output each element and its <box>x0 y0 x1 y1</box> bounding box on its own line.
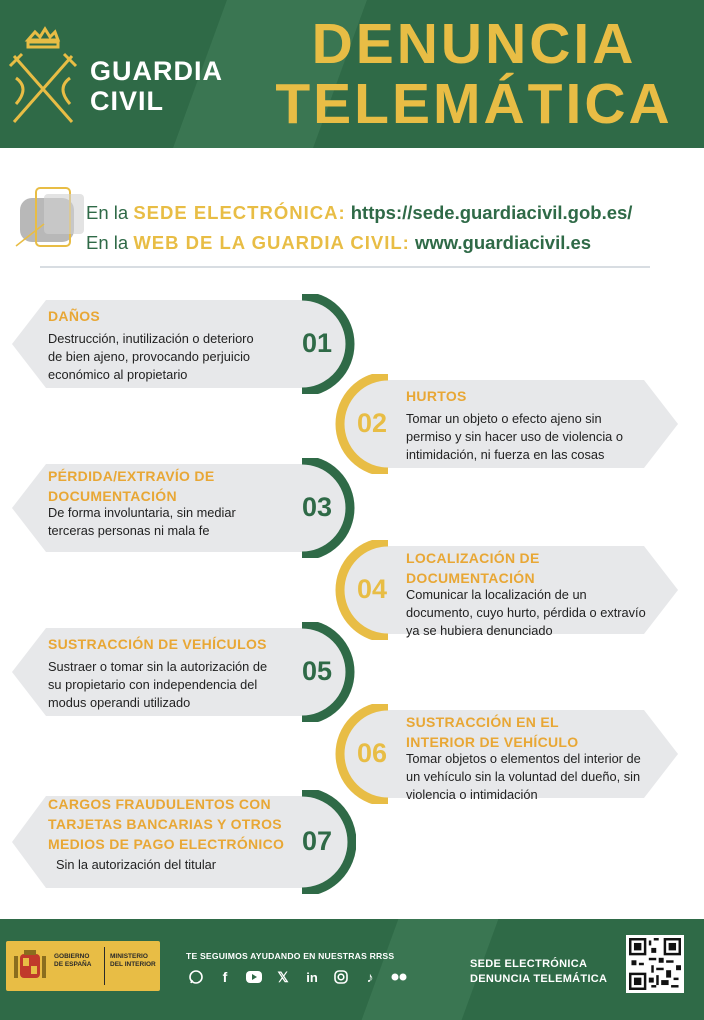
divider <box>40 266 650 268</box>
card-number: 01 <box>301 328 333 358</box>
card-title-line: MEDIOS DE PAGO ELECTRÓNICO <box>48 836 285 852</box>
category-card <box>10 458 356 558</box>
card-description-line: De forma involuntaria, sin mediar <box>48 505 236 520</box>
coat-of-arms-icon <box>10 946 50 986</box>
card-description-line: ya se hubiera denunciado <box>406 623 553 638</box>
card-description-line: Sustraer o tomar sin la autorización de <box>48 659 268 674</box>
card-description-line: violencia o intimidación <box>406 787 538 802</box>
site-prefix: En la <box>86 232 129 253</box>
card-title <box>48 634 267 654</box>
web-url-link[interactable]: www.guardiacivil.es <box>414 232 592 253</box>
ministry-label <box>110 953 156 969</box>
card-title-line: INTERIOR DE VEHÍCULO <box>406 734 579 750</box>
category-card <box>10 790 356 890</box>
title-line: DENUNCIA <box>311 12 637 76</box>
brand-name <box>90 56 223 116</box>
flickr-icon[interactable] <box>389 967 409 987</box>
card-title <box>48 306 100 326</box>
government-logo <box>6 941 160 991</box>
card-description-line: Sin la autorización del titular <box>56 857 217 872</box>
card-title-line: TARJETAS BANCARIAS Y OTROS <box>48 816 282 832</box>
card-description-line: Tomar un objeto o efecto ajeno sin <box>406 411 602 426</box>
instagram-icon[interactable] <box>331 967 351 987</box>
card-description-line: económico al propietario <box>48 367 188 382</box>
youtube-icon[interactable] <box>244 967 264 987</box>
gov-line: DE ESPAÑA <box>54 961 92 968</box>
card-number: 03 <box>301 492 333 522</box>
card-title-line: PÉRDIDA/EXTRAVÍO DE <box>48 468 215 484</box>
site-highlight: WEB DE LA GUARDIA CIVIL: <box>133 232 410 253</box>
qr-code-icon[interactable] <box>626 935 684 993</box>
card-number: 06 <box>356 738 388 768</box>
card-title-line: SUSTRACCIÓN DE VEHÍCULOS <box>48 636 267 652</box>
sede-line: SEDE ELECTRÓNICA <box>470 958 588 970</box>
brand-line: CIVIL <box>90 86 165 116</box>
card-description-line: Comunicar la localización de un <box>406 587 587 602</box>
card-description <box>56 856 216 874</box>
card-description <box>406 750 641 804</box>
card-title-line: SUSTRACCIÓN EN EL <box>406 714 559 730</box>
category-card <box>334 374 680 474</box>
site-prefix: En la <box>86 202 129 223</box>
whatsapp-icon[interactable] <box>186 967 206 987</box>
card-number: 05 <box>301 656 333 686</box>
sede-url-link[interactable]: https://sede.guardiacivil.gob.es/ <box>350 202 633 223</box>
card-title-line: DOCUMENTACIÓN <box>48 488 177 504</box>
category-card <box>10 294 356 394</box>
linkedin-icon[interactable]: in <box>306 969 318 985</box>
card-description <box>48 330 254 384</box>
sites-section <box>10 184 700 264</box>
card-description-line: modus operandi utilizado <box>48 695 191 710</box>
card-description-line: terceras personas ni mala fe <box>48 523 210 538</box>
devices-icon <box>14 184 86 258</box>
card-title <box>406 548 540 588</box>
tiktok-icon[interactable]: ♪ <box>366 969 374 985</box>
page-title <box>268 14 680 134</box>
card-title-line: LOCALIZACIÓN DE <box>406 550 540 566</box>
category-card <box>334 704 680 804</box>
sede-caption <box>470 957 607 987</box>
card-title-line: DOCUMENTACIÓN <box>406 570 535 586</box>
sede-line: DENUNCIA TELEMÁTICA <box>470 973 608 985</box>
card-description-line: documento, cuyo hurto, pérdida o extravío <box>406 605 646 620</box>
title-line: TELEMÁTICA <box>275 72 673 136</box>
card-description-line: permiso y sin hacer uso de violencia o <box>406 429 623 444</box>
brand-line: GUARDIA <box>90 56 223 86</box>
category-card <box>334 540 680 640</box>
card-title <box>406 386 467 406</box>
ministry-line: DEL INTERIOR <box>110 961 156 968</box>
guardia-civil-emblem-icon <box>6 26 80 128</box>
sede-line <box>86 202 632 224</box>
card-number: 02 <box>356 408 388 438</box>
card-description-line: un vehículo sin la voluntad del dueño, sin <box>406 769 641 784</box>
card-description <box>48 504 236 540</box>
card-title <box>406 712 578 752</box>
government-label <box>54 953 100 969</box>
card-description <box>48 658 267 712</box>
card-title <box>48 794 284 854</box>
social-links <box>186 967 409 987</box>
card-description-line: Destrucción, inutilización o deterioro <box>48 331 254 346</box>
site-highlight: SEDE ELECTRÓNICA: <box>133 202 346 223</box>
footer-banner <box>0 919 704 1020</box>
card-title-line: DAÑOS <box>48 308 101 324</box>
card-number: 07 <box>301 826 333 856</box>
card-description-line: su propietario con independencia del <box>48 677 258 692</box>
category-card <box>10 622 356 722</box>
card-description-line: intimidación, ni fuerza en las cosas <box>406 447 605 462</box>
card-title-line: HURTOS <box>406 388 467 404</box>
card-description-line: de bien ajeno, provocando perjuicio <box>48 349 251 364</box>
card-description <box>406 586 646 640</box>
web-line <box>86 232 591 254</box>
card-title-line: CARGOS FRAUDULENTOS CON <box>48 796 271 812</box>
header-banner <box>0 0 704 148</box>
card-number: 04 <box>356 574 388 604</box>
facebook-icon[interactable]: f <box>222 969 228 985</box>
card-description <box>406 410 623 464</box>
gov-line: GOBIERNO <box>54 953 90 960</box>
ministry-line: MINISTERIO <box>110 953 148 960</box>
card-description-line: Tomar objetos o elementos del interior de <box>406 751 641 766</box>
card-title <box>48 466 214 506</box>
social-caption: TE SEGUIMOS AYUDANDO EN NUESTRAS RRSS <box>186 951 395 961</box>
x-icon[interactable]: 𝕏 <box>277 968 289 985</box>
